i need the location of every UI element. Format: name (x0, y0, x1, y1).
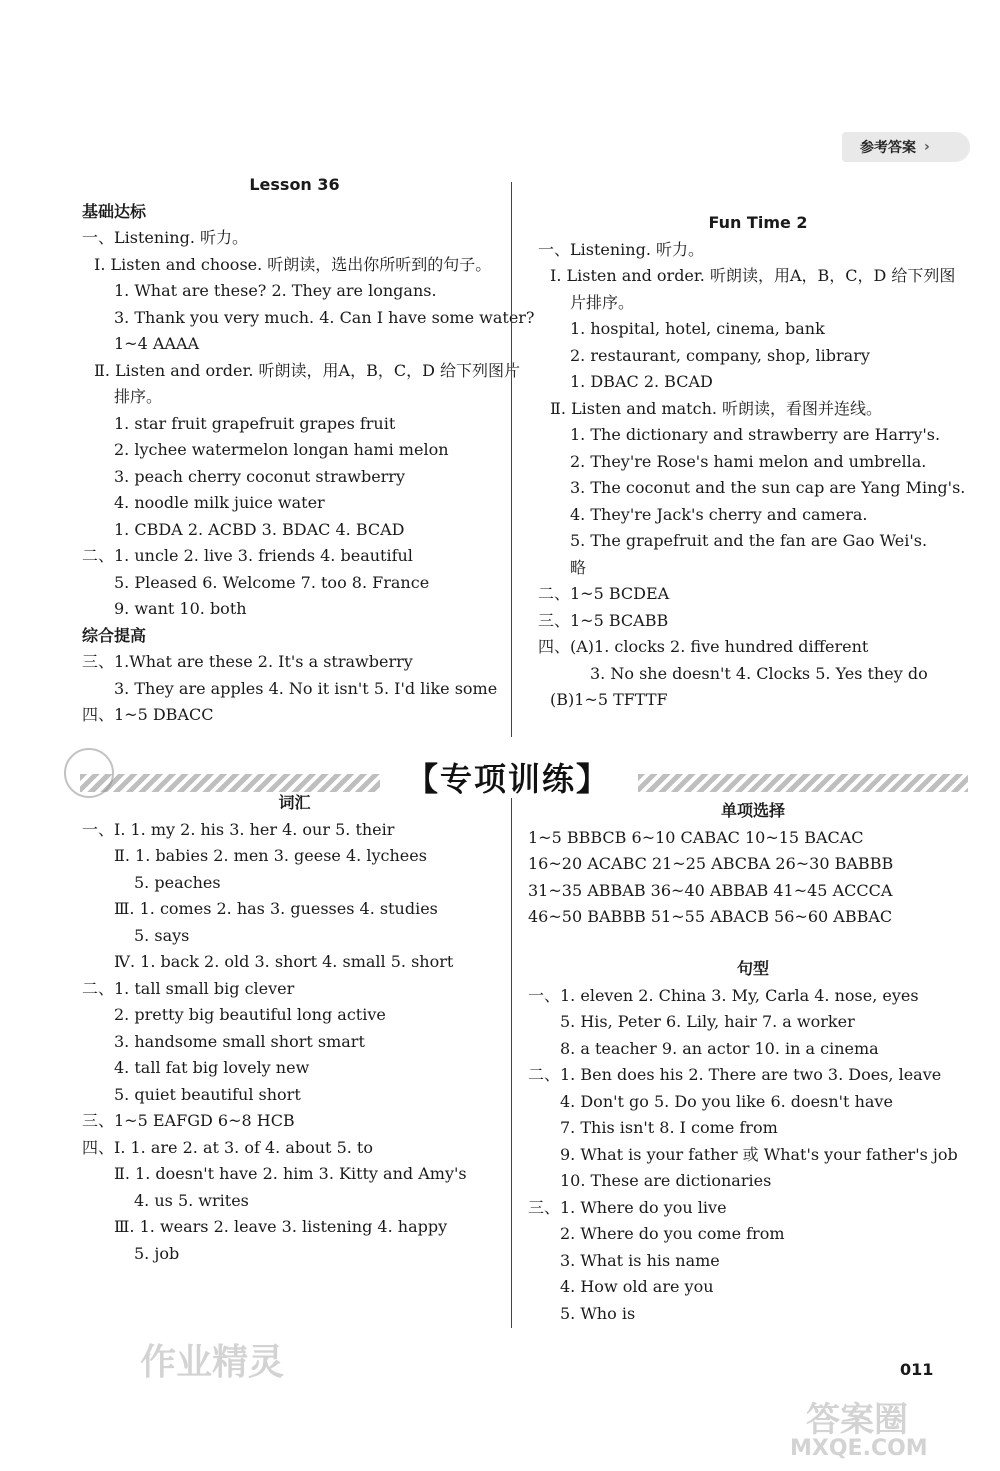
answer-line: 8. a teacher 9. an actor 10. in a cinema (560, 1038, 879, 1058)
answer-key-tag (842, 132, 970, 162)
answer-line: 5. job (134, 1243, 180, 1263)
answer-line: 2. They're Rose's hami melon and umbrella. (570, 451, 927, 471)
answer-line: Ⅳ. 1. back 2. old 3. short 4. small 5. short (114, 952, 454, 971)
answer-line: 3. Thank you very much. 4. Can I have some water? (114, 307, 535, 327)
answer-line: 四、Ⅰ. 1. are 2. at 3. of 4. about 5. to (82, 1137, 373, 1157)
answer-line: 略 (570, 557, 587, 577)
page-number: 011 (900, 1360, 934, 1379)
answer-line: 三、1. Where do you live (528, 1197, 727, 1217)
answer-line: 9. want 10. both (114, 599, 247, 618)
banner-title: 【专项训练】 (405, 760, 610, 798)
answer-line: 一、Listening. 听力。 (538, 239, 704, 259)
answer-line: 3. The coconut and the sun cap are Yang Ming's. (570, 478, 966, 497)
answer-line: 四、(A)1. clocks 2. five hundred different (538, 637, 869, 656)
answer-line: 2. pretty big beautiful long active (114, 1005, 386, 1024)
answer-line: 4. Don't go 5. Do you like 6. doesn't have (560, 1091, 893, 1111)
watermark-right: 答案圈 (806, 1400, 908, 1440)
answer-line: 4. us 5. writes (134, 1190, 249, 1210)
answer-line: 二、1~5 BCDEA (538, 584, 670, 603)
subsection-heading: 基础达标 (82, 201, 147, 221)
answer-line: Ⅲ. 1. comes 2. has 3. guesses 4. studies (114, 899, 438, 918)
answer-line: 5. Who is (560, 1303, 636, 1323)
answer-line: Ⅰ. Listen and choose. 听朗读，选出你所听到的句子。 (94, 254, 492, 274)
answer-line: 4. How old are you (560, 1277, 714, 1296)
answer-line: 一、Listening. 听力。 (82, 228, 248, 247)
answer-line: Ⅱ. 1. doesn't have 2. him 3. Kitty and Amy's (114, 1164, 467, 1183)
chevron-right-icon: › (924, 139, 930, 155)
section-heading: Lesson 36 (249, 175, 340, 194)
answer-line: 7. This isn't 8. I come from (560, 1118, 778, 1137)
answer-line: Ⅱ. Listen and match. 听朗读，看图并连线。 (550, 398, 883, 418)
column-divider-bottom (511, 798, 512, 1328)
answer-line: 4. They're Jack's cherry and camera. (570, 504, 868, 524)
answer-line: 二、1. uncle 2. live 3. friends 4. beautiful (82, 546, 413, 565)
answer-line: 5. The grapefruit and the fan are Gao Wei's. (570, 531, 928, 550)
answer-line: 31~35 ABBAB 36~40 ABBAB 41~45 ACCCA (528, 880, 893, 900)
answer-line: 排序。 (114, 387, 163, 406)
answer-line: 3. handsome small short smart (114, 1031, 365, 1051)
column-divider-top (511, 182, 512, 737)
answer-line: 4. tall fat big lovely new (114, 1058, 310, 1077)
answer-line: 1. CBDA 2. ACBD 3. BDAC 4. BCAD (114, 519, 405, 539)
vocabulary-column (82, 790, 507, 1267)
answer-line: 5. His, Peter 6. Lily, hair 7. a worker (560, 1012, 855, 1031)
section-heading: 句型 (736, 959, 769, 978)
banner-hatch-right (638, 774, 968, 792)
section-heading: 单项选择 (720, 801, 785, 820)
answer-line: 三、1~5 EAFGD 6~8 HCB (82, 1111, 295, 1130)
answer-line: 16~20 ACABC 21~25 ABCBA 26~30 BABBB (528, 854, 894, 873)
answer-line: Ⅱ. 1. babies 2. men 3. geese 4. lychees (114, 846, 427, 865)
answer-line: 一、1. eleven 2. China 3. My, Carla 4. nose, eyes (528, 985, 919, 1005)
answer-line: 9. What is your father 或 What's your father's job (560, 1144, 958, 1164)
answer-line: 4. noodle milk juice water (114, 493, 325, 512)
answer-line: Ⅰ. Listen and order. 听朗读，用A，B，C，D 给下列图 (550, 266, 956, 285)
answer-line: 3. What is his name (560, 1250, 720, 1270)
answer-line: 46~50 BABBB 51~55 ABACB 56~60 ABBAC (528, 907, 893, 926)
answer-line: 3. They are apples 4. No it isn't 5. I'd like some (114, 678, 498, 698)
answer-line: 1~4 AAAA (114, 334, 200, 353)
answer-line: 1. What are these? 2. They are longans. (114, 281, 437, 300)
answer-line: 10. These are dictionaries (560, 1171, 772, 1190)
answer-line: Ⅱ. Listen and order. 听朗读，用A，B，C，D 给下列图片 (94, 360, 520, 380)
answer-line: 2. Where do you come from (560, 1224, 785, 1243)
answer-line: 3. peach cherry coconut strawberry (114, 466, 405, 486)
watermark-url: MXQE.COM (790, 1436, 928, 1461)
subsection-heading: 综合提高 (82, 625, 147, 645)
answer-line: 三、1~5 BCABB (538, 610, 669, 630)
answer-line: 5. peaches (134, 872, 221, 892)
answer-line: 5. says (134, 925, 190, 945)
answer-line: 片排序。 (570, 292, 635, 312)
watermark-left: 作业精灵 (140, 1342, 285, 1383)
lesson-36-column (82, 172, 535, 729)
section-heading: 词汇 (278, 793, 311, 812)
answer-line: Ⅲ. 1. wears 2. leave 3. listening 4. happy (114, 1217, 448, 1236)
answer-line: 1~5 BBBCB 6~10 CABAC 10~15 BACAC (528, 827, 864, 847)
answer-line: 3. No she doesn't 4. Clocks 5. Yes they do (590, 663, 928, 683)
answer-line: 1. star fruit grapefruit grapes fruit (114, 413, 396, 433)
answer-line: 1. DBAC 2. BCAD (570, 372, 713, 391)
answer-line: 2. lychee watermelon longan hami melon (114, 440, 449, 459)
single-choice-column (528, 798, 978, 931)
answer-line: 1. hospital, hotel, cinema, bank (570, 319, 825, 338)
section-heading: Fun Time 2 (708, 213, 808, 232)
answer-line: 5. quiet beautiful short (114, 1084, 301, 1104)
answer-line: 二、1. Ben does his 2. There are two 3. Does, leave (528, 1065, 942, 1084)
answer-line: (B)1~5 TFTTF (550, 690, 668, 709)
answer-line: 四、1~5 DBACC (82, 705, 214, 724)
fun-time-2-column (538, 210, 978, 714)
answer-line: 二、1. tall small big clever (82, 978, 295, 998)
sentence-pattern-column (528, 956, 978, 1327)
answer-line: 5. Pleased 6. Welcome 7. too 8. France (114, 572, 430, 592)
answer-line: 三、1.What are these 2. It's a strawberry (82, 652, 413, 671)
answer-key-label: 参考答案 (860, 140, 916, 156)
answer-line: 一、Ⅰ. 1. my 2. his 3. her 4. our 5. their (82, 819, 395, 839)
answer-line: 1. The dictionary and strawberry are Harry's. (570, 425, 941, 444)
answer-line: 2. restaurant, company, shop, library (570, 345, 870, 365)
